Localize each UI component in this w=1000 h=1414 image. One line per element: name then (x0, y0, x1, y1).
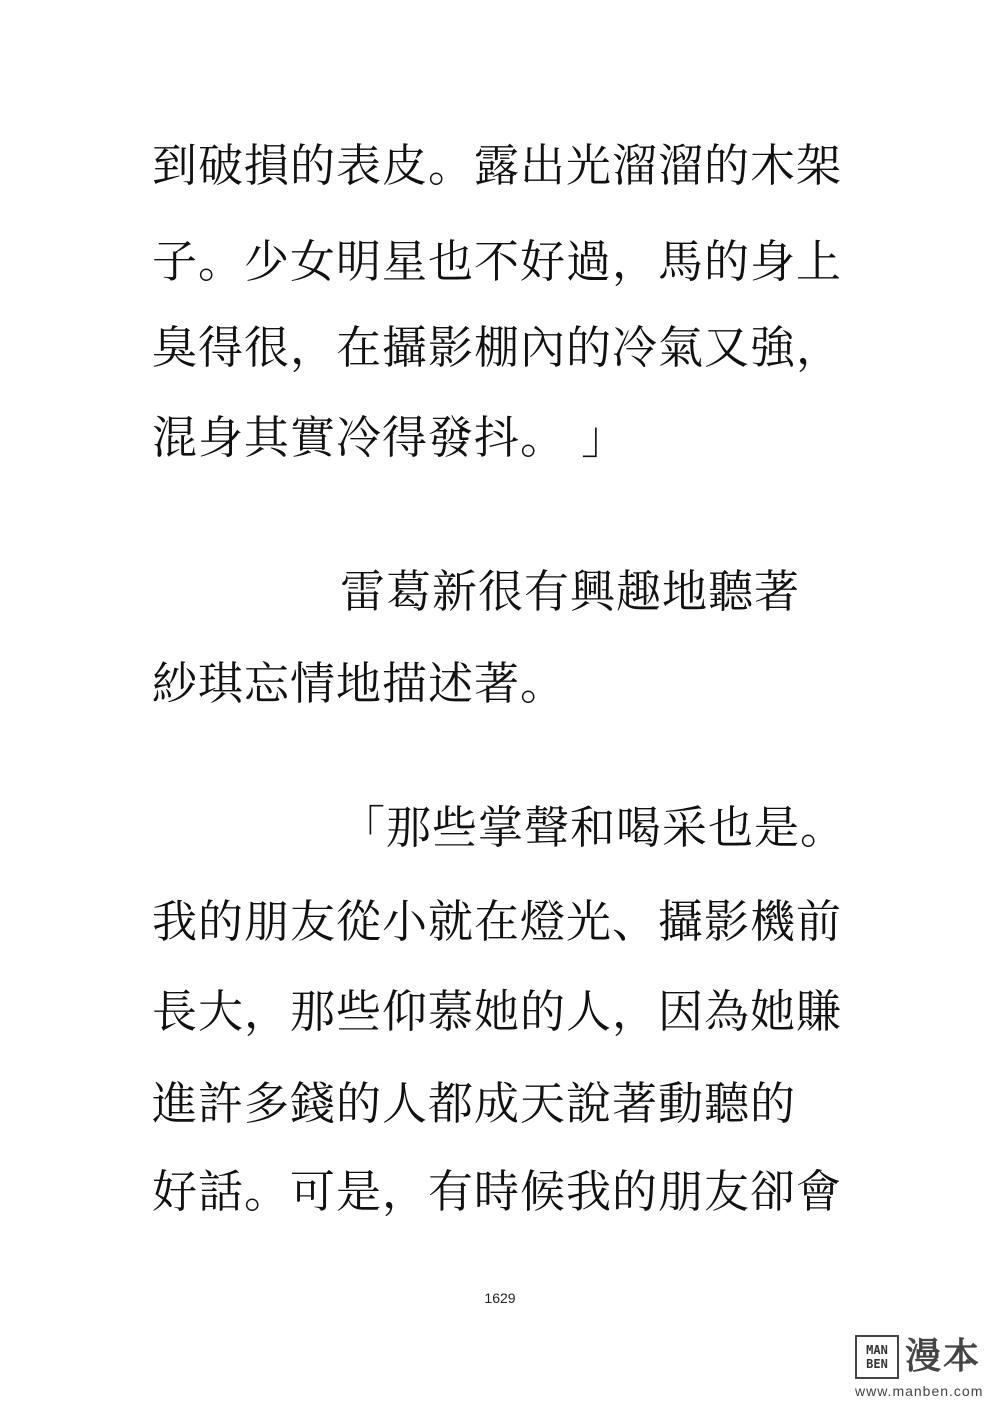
text-line-indented: 「那些掌聲和喝采也是。 (340, 801, 847, 854)
page-number: 1629 (484, 1290, 516, 1306)
text-line: 好話。可是，有時候我的朋友卻會 (152, 1165, 843, 1218)
text-line-indented: 雷葛新很有興趣地聽著 (340, 565, 801, 618)
watermark-logo-icon (855, 1335, 899, 1379)
site-watermark (855, 1335, 995, 1405)
watermark-logo-top: MAN (866, 1343, 888, 1357)
text-line: 到破損的表皮。露出光溜溜的木架 (152, 139, 843, 192)
text-line: 混身其實冷得發抖。 」 (152, 411, 628, 464)
text-line: 進許多錢的人都成天說著動聽的 (152, 1077, 797, 1130)
text-line: 子。少女明星也不好過，馬的身上 (152, 235, 843, 288)
text-line: 長大，那些仰慕她的人，因為她賺 (152, 985, 843, 1038)
watermark-logo-bottom: BEN (866, 1357, 888, 1371)
watermark-title: 漫本 (905, 1336, 982, 1377)
watermark-url: www.manben.com (855, 1383, 984, 1399)
text-line: 紗琪忘情地描述著。 (152, 657, 567, 710)
text-line: 臭得很，在攝影棚內的冷氣又強， (152, 321, 843, 374)
text-line: 我的朋友從小就在燈光、攝影機前 (152, 895, 843, 948)
